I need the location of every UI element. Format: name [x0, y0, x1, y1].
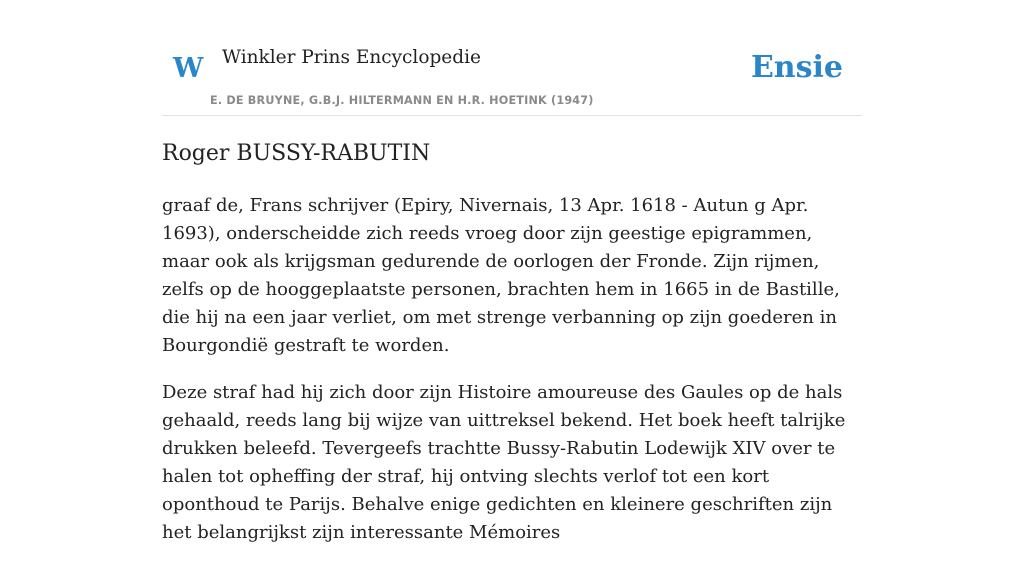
- source-authors: E. DE BRUYNE, G.B.J. HILTERMANN EN H.R. HOETINK (1947): [210, 94, 594, 107]
- article-paragraph: graaf de, Frans schrijver (Epiry, Nivernais, 13 Apr. 1618 - Autun g Apr. 1693), onderscheidde zich reeds vroeg door zijn geestige epigrammen, maar ook als krijgsman gedurende de oorlogen der Fronde. Zijn rijmen, zelfs op de hooggeplaatste personen, brachten hem in 1665 in de Bastille, die hij na een jaar verliet, om met strenge verbanning op zijn goederen in Bourgondië gestraft te worden.: [162, 195, 840, 356]
- article-title: Roger BUSSY-RABUTIN: [162, 141, 431, 166]
- ensie-brand-link[interactable]: Ensie: [750, 50, 843, 85]
- article-body: [162, 192, 862, 566]
- source-title[interactable]: Winkler Prins Encyclopedie: [222, 47, 481, 68]
- page-container: [162, 0, 862, 543]
- source-header: [162, 0, 862, 116]
- article-paragraph: Deze straf had hij zich door zijn Histoire amoureuse des Gaules op de hals gehaald, reeds lang bij wijze van uittreksel bekend. Het boek heeft talrijke drukken beleefd. Tevergeefs trachtte Bussy-Rabutin Lodewijk XIV over te halen tot opheffing der straf, hij ontving slechts verlof tot een kort oponthoud te Parijs. Behalve enige gedichten en kleinere geschriften zijn het belangrijkst zijn interessante Mémoires: [162, 382, 846, 543]
- source-logo[interactable]: W: [173, 53, 204, 84]
